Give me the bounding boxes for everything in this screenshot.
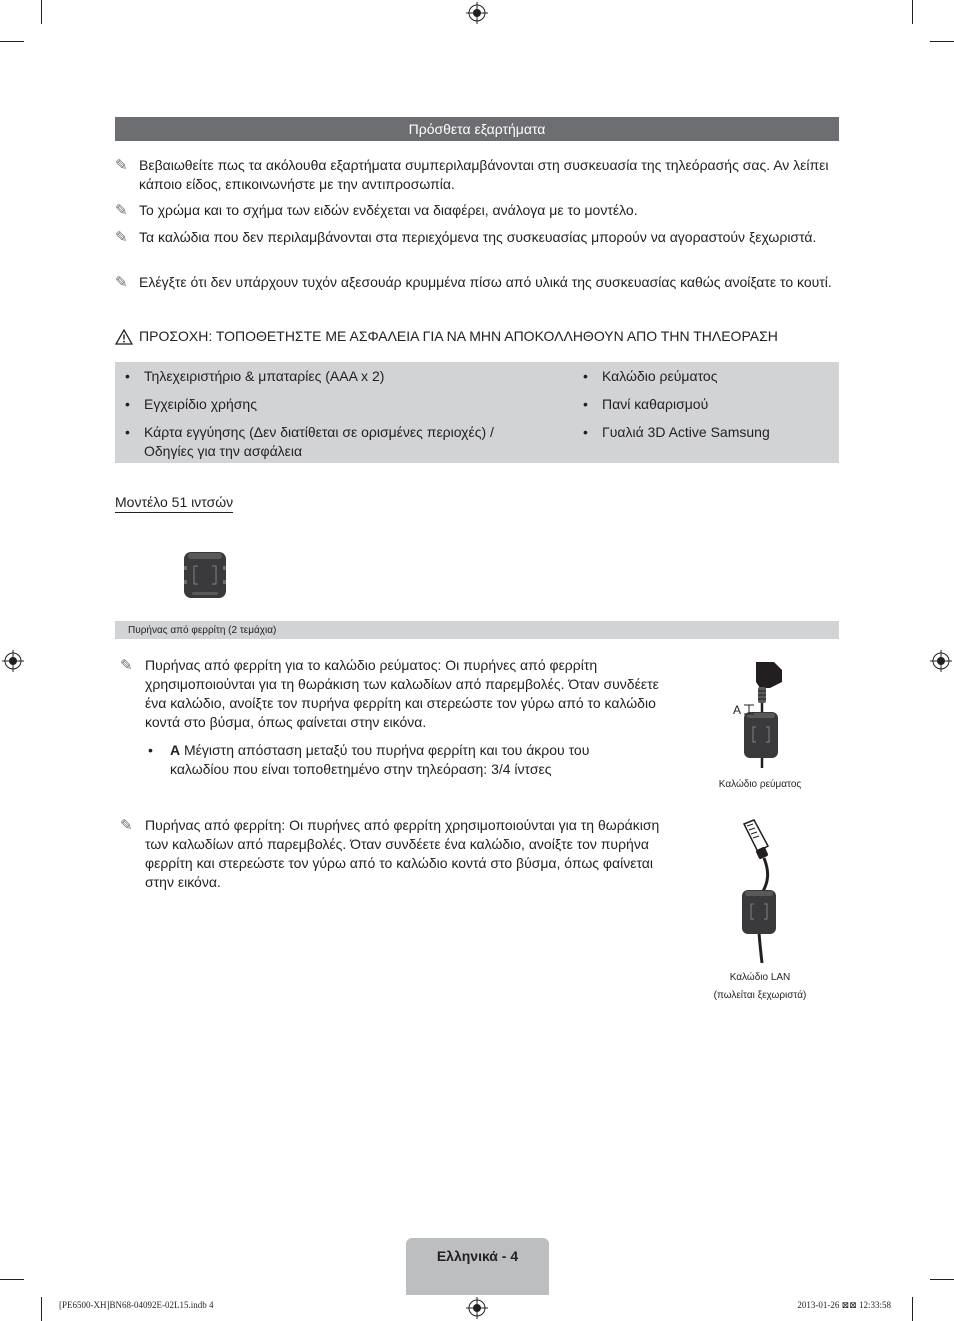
- accessory-label: Καλώδιο ρεύματος: [602, 368, 718, 384]
- list-item: • Γυαλιά 3D Active Samsung: [583, 424, 770, 440]
- lan-cable-illustration: [730, 818, 790, 966]
- caution-text: ΠΡΟΣΟΧΗ: ΤΟΠΟΘΕΤΗΣΤΕ ΜΕ ΑΣΦΑΛΕΙΑ ΓΙΑ ΝΑ ΜΗΝ ΑΠΟΚΟΛΛΗΘΟΥΝ ΑΠΟ ΤΗΝ ΤΗΛΕΟΡΑΣΗ: [139, 328, 778, 344]
- crop-mark: [0, 41, 24, 42]
- power-cord-caption: Καλώδιο ρεύματος: [718, 779, 802, 790]
- crop-mark: [930, 41, 954, 42]
- list-item: • Καλώδιο ρεύματος: [583, 368, 718, 384]
- crop-mark: [41, 0, 42, 24]
- page-label: Ελληνικά - 4: [436, 1248, 519, 1264]
- note-item: [115, 156, 839, 194]
- list-item: • Πανί καθαρισμού: [583, 396, 709, 412]
- crop-mark: [912, 1297, 913, 1321]
- list-item: • Κάρτα εγγύησης (Δεν διατίθεται σε ορισμένες περιοχές) / Οδηγίες για την ασφάλεια: [115, 423, 545, 461]
- warning-triangle-icon: [115, 329, 133, 345]
- accessory-label: Πανί καθαρισμού: [602, 396, 709, 412]
- page-number-tab: [406, 1238, 549, 1295]
- lan-caption: Καλώδιο LAN: [729, 972, 791, 983]
- accessories-right-column: [573, 367, 833, 451]
- note-item: [115, 201, 839, 220]
- accessory-label: Κάρτα εγγύησης (Δεν διατίθεται σε ορισμένες περιοχές) / Οδηγίες για την ασφάλεια: [144, 424, 494, 459]
- crop-mark: [912, 0, 913, 24]
- accessories-left-column: [115, 367, 545, 470]
- note-text: Πυρήνας από φερρίτη: Οι πυρήνες από φερρίτη χρησιμοποιούνται για τη θωράκιση των καλωδίων από παρεμβολές. Όταν συνδέετε ένα καλώδιο, ανοίξτε τον πυρήνα φερρίτη και στερεώστε τον γύρω από το καλώδιο κοντά στο βύσμα, όπως φαίνεται στην εικόνα.: [145, 817, 660, 890]
- section-title: Πρόσθετα εξαρτήματα: [408, 121, 546, 137]
- pencil-note-icon: ✎: [115, 274, 128, 291]
- lan-subcaption: (πωλείται ξεχωριστά): [713, 990, 807, 1001]
- ferrite-caption-bar: [115, 621, 839, 639]
- section-title-bar: [115, 117, 839, 141]
- footer-file: [PE6500-XH]BN68-04092E-02L15.indb 4: [59, 1300, 214, 1310]
- note-text: Τα καλώδια που δεν περιλαμβάνονται στα περιεχόμενα της συσκευασίας μπορούν να αγοραστούν ξεχωριστά.: [139, 229, 817, 245]
- accessory-label: Τηλεχειριστήριο & μπαταρίες (AAA x 2): [144, 368, 385, 384]
- footer-date: 2013-01-26 ⊠⊠ 12:33:58: [797, 1300, 891, 1310]
- pencil-note-icon: ✎: [115, 157, 128, 174]
- power-cord-marker: A: [733, 703, 742, 717]
- pencil-note-icon: ✎: [115, 229, 128, 246]
- list-item: • Τηλεχειριστήριο & μπαταρίες (AAA x 2): [125, 368, 385, 384]
- note-text: Πυρήνας από φερρίτη για το καλώδιο ρεύματος: Οι πυρήνες από φερρίτη χρησιμοποιούνται για τη θωράκιση των καλωδίων από παρεμβολές. Όταν συνδέετε ένα καλώδιο, ανοίξτε τον πυρήνα φερρίτη και στερεώστε τον γύρω από το καλώδιο κοντά στο βύσμα, όπως φαίνεται στην εικόνα.: [145, 657, 659, 730]
- crop-mark: [41, 1297, 42, 1321]
- distance-bullet: • A Μέγιστη απόσταση μεταξύ του πυρήνα φερρίτη και του άκρου του καλωδίου που είναι τοποθετημένο στην τηλεόραση: 3/4 ίντσες: [148, 742, 590, 777]
- accessory-label: Εγχειρίδιο χρήσης: [144, 396, 257, 412]
- model-label: Μοντέλο 51 ιντσών: [115, 494, 233, 513]
- distance-label: A: [170, 742, 181, 758]
- note-text: Το χρώμα και το σχήμα των ειδών ενδέχεται να διαφέρει, ανάλογα με το μοντέλο.: [139, 202, 638, 218]
- crop-mark: [0, 1279, 24, 1280]
- pencil-note-icon: ✎: [120, 817, 133, 834]
- ferrite-caption: Πυρήνας από φερρίτη (2 τεμάχια): [128, 624, 277, 636]
- registration-mark-icon: [930, 650, 952, 672]
- note-item: [115, 228, 839, 247]
- registration-mark-icon: [2, 650, 24, 672]
- distance-text: Μέγιστη απόσταση μεταξύ του πυρήνα φερρίτη και του άκρου του καλωδίου που είναι τοποθετημένο στην τηλεόραση: 3/4 ίντσες: [170, 742, 590, 777]
- note-text: Βεβαιωθείτε πως τα ακόλουθα εξαρτήματα συμπεριλαμβάνονται στη συσκευασία της τηλεόρασής σας. Αν λείπει κάποιο είδος, επικοινωνήστε με την αντιπροσωπία.: [139, 157, 829, 192]
- pencil-note-icon: ✎: [115, 202, 128, 219]
- crop-mark: [930, 1279, 954, 1280]
- registration-mark-icon: [466, 1297, 488, 1319]
- ferrite-power-note: [120, 656, 660, 732]
- note-item: [115, 273, 839, 292]
- ferrite-core-illustration: [182, 550, 228, 600]
- ferrite-lan-note: [120, 816, 660, 892]
- list-item: • Εγχειρίδιο χρήσης: [125, 396, 257, 412]
- accessories-list: [115, 362, 839, 463]
- registration-mark-icon: [466, 2, 488, 24]
- pencil-note-icon: ✎: [120, 657, 133, 674]
- accessory-label: Γυαλιά 3D Active Samsung: [602, 424, 770, 440]
- caution-notice: [115, 327, 839, 346]
- note-text: Ελέγξτε ότι δεν υπάρχουν τυχόν αξεσουάρ κρυμμένα πίσω από υλικά της συσκευασίας καθώς ανοίξατε το κουτί.: [139, 274, 832, 290]
